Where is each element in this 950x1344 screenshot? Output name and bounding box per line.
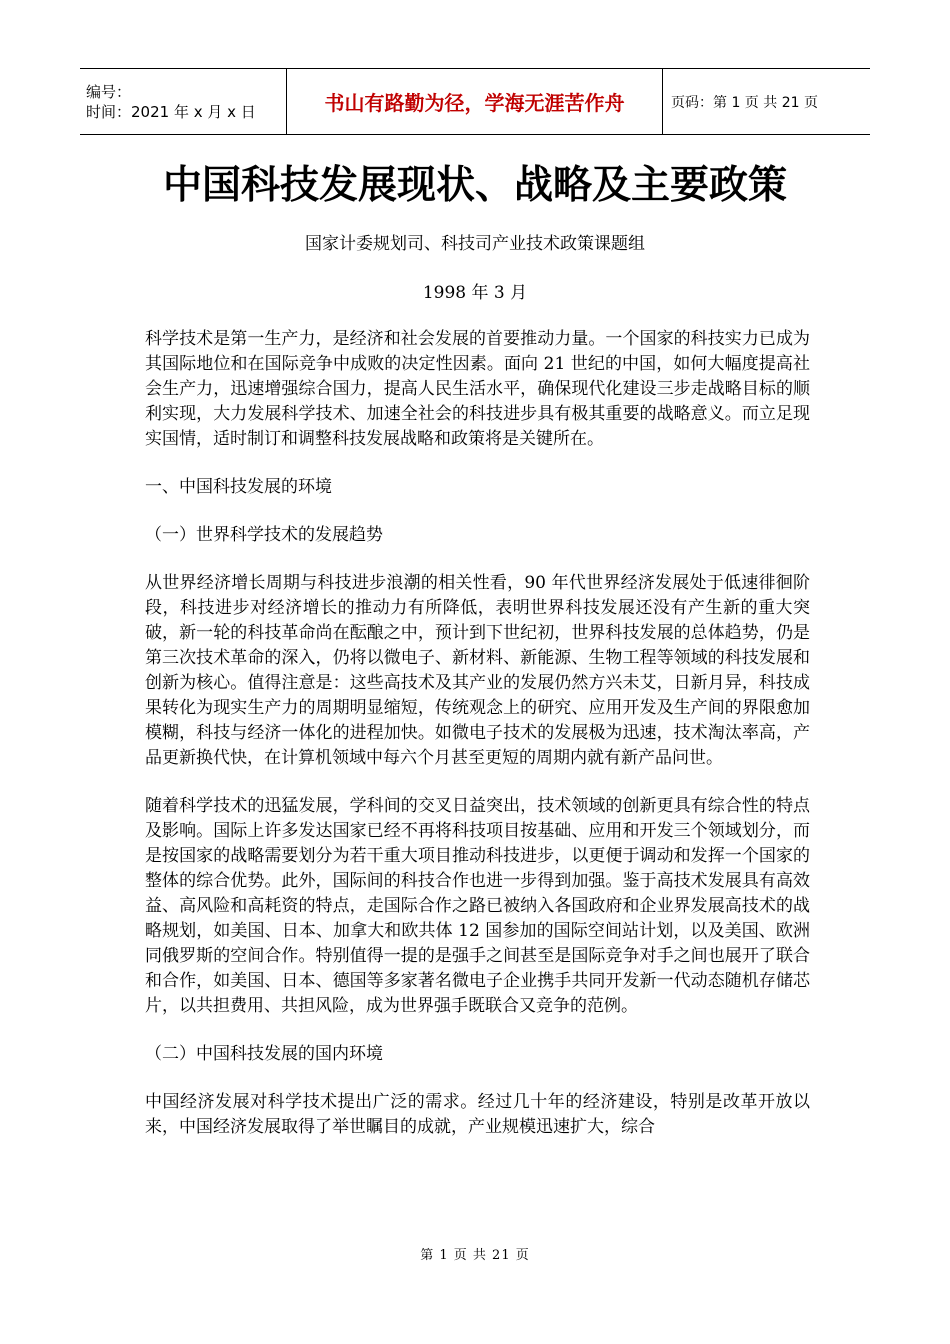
- document-header: [80, 68, 870, 135]
- subsection-heading-2: （二）中国科技发展的国内环境: [145, 1044, 383, 1064]
- document-title: 中国科技发展现状、战略及主要政策: [162, 163, 787, 208]
- number-label: 编号：: [86, 82, 132, 101]
- paragraph-cooperation: 随着科学技术的迅猛发展，学科间的交叉日益突出，技术领域的创新更具有综合性的特点及影响。国际上许多发达国家已经不再将科技项目按基础、应用和开发三个领域划分，而是按国家的战略需要划分为若干重大项目推动科技进步，以更便于调动和发挥一个国家的整体的综合优势。此外，国际间的科技合作也进一步得到加强。鉴于高技术发展具有高效益、高风险和高耗资的特点，走国际合作之路已被纳入各国政府和企业界发展高技术的战略规划，如美国、日本、加拿大和欧共体 12 国参加的国际空间站计划，以及美国、欧洲同俄罗斯的空间合作。特别值得一提的是强手之间甚至是国际竞争对手之间也展开了联合和合作，如美国、日本、德国等多家著名微电子企业携手共同开发新一代动态随机存储芯片，以共担费用、共担风险，成为世界强手既联合又竞争的范例。: [145, 796, 810, 1016]
- time-label: 时间：2021 年 x 月 x 日: [86, 102, 256, 121]
- section-heading-1: 一、中国科技发展的环境: [145, 477, 332, 497]
- paragraph-world-trend: 从世界经济增长周期与科技进步浪潮的相关性看，90 年代世界经济发展处于低速徘徊阶段，科技进步对经济增长的推动力有所降低，表明世界科技发展还没有产生新的重大突破，新一轮的科技革命尚在酝酿之中，预计到下世纪初，世界科技发展的总体趋势，仍是第三次技术革命的深入，仍将以微电子、新材料、新能源、生物工程等领域的科技发展和创新为核心。值得注意是：这些高技术及其产业的发展仍然方兴未艾，日新月异，科技成果转化为现实生产力的周期明显缩短，传统观念上的研究、应用开发及生产间的界限愈加模糊，科技与经济一体化的进程加快。如微电子技术的发展极为迅速，技术淘汰率高，产品更新换代快，在计算机领域中每六个月甚至更短的周期内就有新产品问世。: [145, 573, 810, 768]
- document-body: [145, 327, 810, 1163]
- document-date: 1998 年 3 月: [422, 283, 528, 303]
- page-number-footer: 第 1 页 共 21 页: [420, 1248, 530, 1263]
- paragraph-domestic: 中国经济发展对科学技术提出广泛的需求。经过几十年的经济建设，特别是改革开放以来，中国经济发展取得了举世瞩目的成就，产业规模迅速扩大，综合: [145, 1092, 810, 1137]
- header-motto: 书山有路勤为径，学海无涯苦作舟: [287, 69, 663, 135]
- header-meta: [80, 69, 287, 135]
- document-author: 国家计委规划司、科技司产业技术政策课题组: [305, 234, 645, 254]
- paragraph-intro: 科学技术是第一生产力，是经济和社会发展的首要推动力量。一个国家的科技实力已成为其国际地位和在国际竞争中成败的决定性因素。面向 21 世纪的中国，如何大幅度提高社会生产力，迅速增强综合国力，提高人民生活水平，确保现代化建设三步走战略目标的顺利实现，大力发展科学技术、加速全社会的科技进步具有极其重要的战略意义。而立足现实国情，适时制订和调整科技发展战略和政策将是关键所在。: [145, 329, 810, 449]
- header-page-info: 页码：第 1 页 共 21 页: [663, 69, 871, 135]
- subsection-heading-1: （一）世界科学技术的发展趋势: [145, 525, 383, 545]
